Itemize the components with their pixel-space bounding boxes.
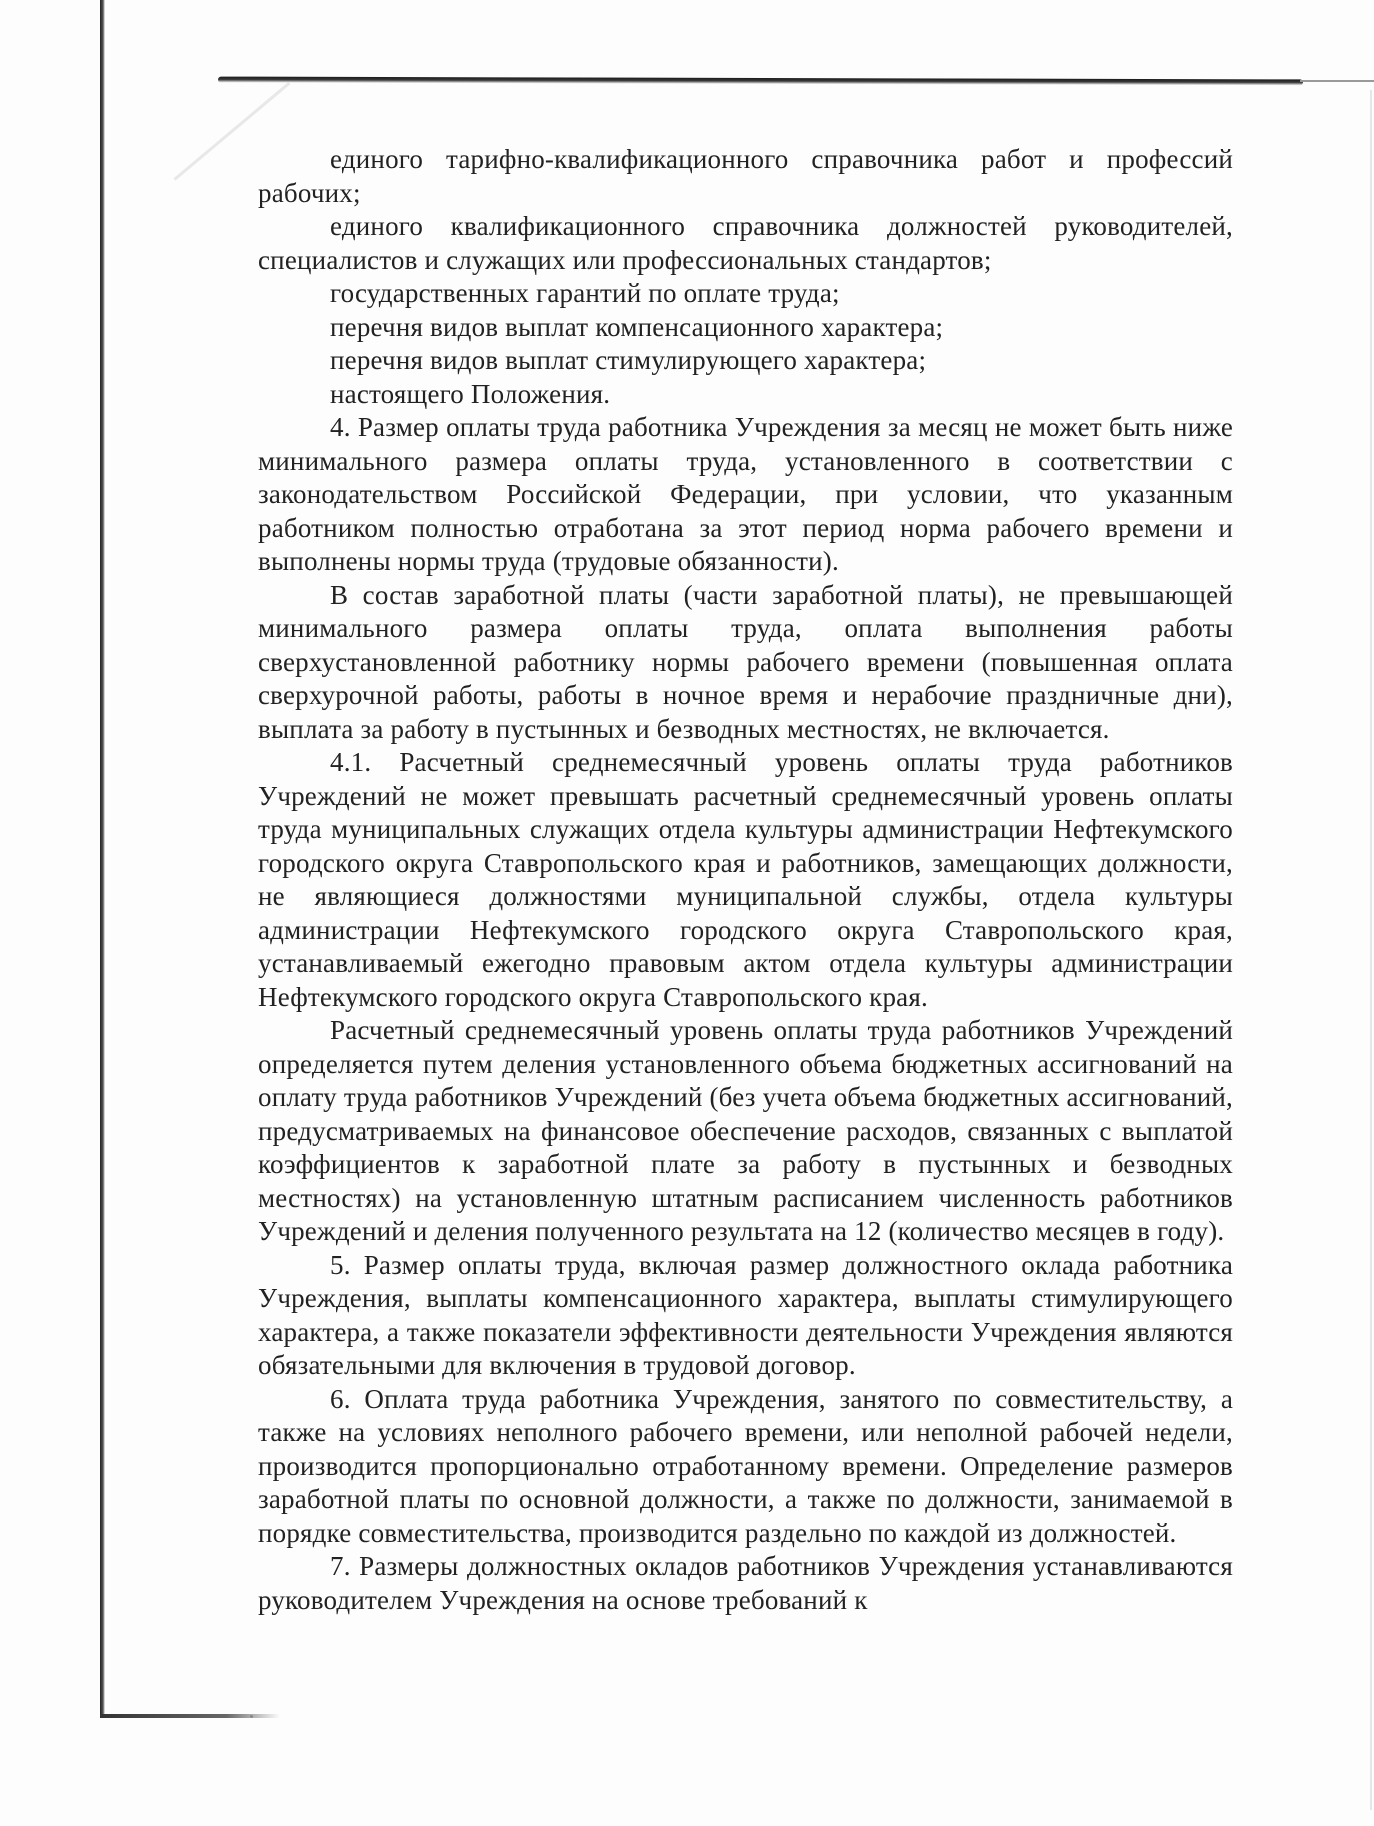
document-body <box>258 143 1233 1617</box>
paragraph-regulation: настоящего Положения. <box>330 378 611 409</box>
scan-left-edge <box>100 0 105 1716</box>
scan-top-edge-right <box>1300 80 1374 82</box>
paragraph-incentive-list: перечня видов выплат стимулирующего характера; <box>330 345 927 375</box>
paragraph-section-7: 7. Размеры должностных окладов работников Учреждения устанавливаются руководителем Учреждения на основе требований к <box>258 1551 1233 1615</box>
paragraph-section-4-1: 4.1. Расчетный среднемесячный уровень оплаты труда работников Учреждений не может превышать расчетный среднемесячный уровень оплаты труда муниципальных служащих отдела культуры администрации Нефтекумского городского округа Ставропольского края и работников, замещающих должности, не являющиеся должностями муниципальной службы, отдела культуры администрации Нефтекумского городского округа Ставропольского края, устанавливаемый ежегодно правовым актом отдела культуры администрации Нефтекумского городского округа Ставропольского края. <box>258 747 1233 1012</box>
paragraph-average-level-calc: Расчетный среднемесячный уровень оплаты труда работников Учреждений определяется путем деления установленного объема бюджетных ассигнований на оплату труда работников Учреждений (без учета объема бюджетных ассигнований, предусматриваемых на финансовое обеспечение расходов, связанных с выплатой коэффициентов к заработной плате за работу в пустынных и безводных местностях) на установленную штатным расписанием численность работников Учреждений и деления полученного результата на 12 (количество месяцев в году). <box>258 1015 1233 1246</box>
scan-bottom-edge <box>100 1714 280 1718</box>
paragraph-guarantees: государственных гарантий по оплате труда; <box>330 278 840 308</box>
scan-right-edge <box>1370 90 1372 1810</box>
paragraph-eks: единого квалификационного справочника должностей руководителей, специалистов и служащих или профессиональных стандартов; <box>258 211 1233 275</box>
paragraph-section-5: 5. Размер оплаты труда, включая размер должностного оклада работника Учреждения, выплаты компенсационного характера, выплаты стимулирующего характера, а также показатели эффективности деятельности Учреждения являются обязательными для включения в трудовой договор. <box>258 1249 1233 1380</box>
paragraph-section-6: 6. Оплата труда работника Учреждения, занятого по совместительству, а также на условиях неполного рабочего времени, или неполной рабочей недели, производится пропорционально отработанному времени. Определение размеров заработной платы по основной должности, а также по должности, занимаемой в порядке совместительства, производится раздельно по каждой из должностей. <box>258 1383 1233 1548</box>
paragraph-compensation-list: перечня видов выплат компенсационного характера; <box>330 311 944 342</box>
paragraph-etks: единого тарифно-квалификационного справочника работ и профессий рабочих; <box>258 144 1233 208</box>
scan-speck <box>250 1715 253 1718</box>
scan-top-edge <box>218 77 1303 86</box>
paragraph-min-wage-composition: В состав заработной платы (части заработной платы), не превышающей минимального размера оплаты труда, оплата выполнения работы сверхустановленной работнику нормы рабочего времени (повышенная оплата сверхурочной работы, работы в ночное время и нерабочие праздничные дни), выплата за работу в пустынных и безводных местностях, не включается. <box>258 579 1233 744</box>
paragraph-section-4: 4. Размер оплаты труда работника Учреждения за месяц не может быть ниже минимального размера оплаты труда, установленного в соответствии с законодательством Российской Федерации, при условии, что указанным работником полностью отработана за этот период норма рабочего времени и выполнены нормы труда (трудовые обязанности). <box>258 412 1233 576</box>
